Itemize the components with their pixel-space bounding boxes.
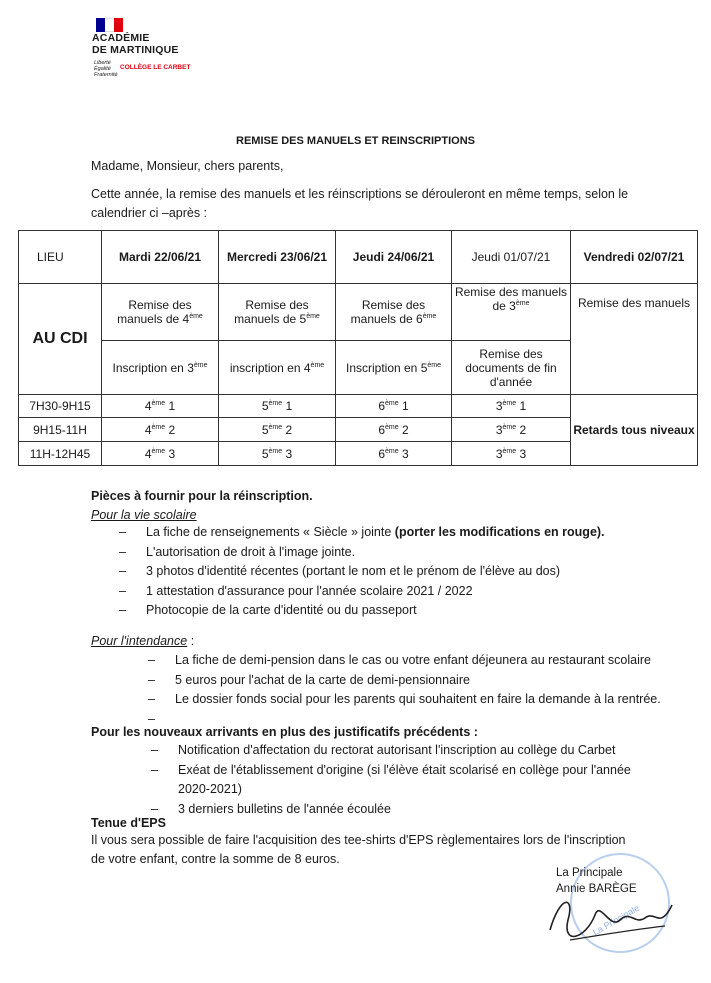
level: 6 xyxy=(378,399,386,413)
academy-logo xyxy=(92,18,191,78)
day-header: Jeudi 24/06/21 xyxy=(336,231,452,284)
item-text: 3 photos d'identité récentes (portant le nom et le prénom de l'élève au dos) xyxy=(146,564,561,578)
motto-line: Égalité xyxy=(94,66,111,72)
ordinal-suffix: ème xyxy=(151,423,166,431)
day-header: Vendredi 02/07/21 xyxy=(571,231,698,284)
vie-scolaire-heading: Pour la vie scolaire xyxy=(91,508,197,522)
ordinal-suffix: ème xyxy=(502,447,517,455)
inscription-cell xyxy=(102,341,219,395)
ordinal-suffix: ème xyxy=(189,313,203,320)
remise-text: Remise des manuels de 6 xyxy=(350,298,426,326)
group-cell xyxy=(336,442,452,466)
time-slot: 9H15-11H xyxy=(19,418,102,442)
ordinal-suffix: ème xyxy=(268,447,283,455)
group-number: 1 xyxy=(168,399,176,413)
group-cell xyxy=(219,418,336,442)
level: 3 xyxy=(495,422,503,437)
group-number: 3 xyxy=(519,446,527,461)
flag-white xyxy=(105,18,114,32)
item-text: Photocopie de la carte d'identité ou du passeport xyxy=(146,603,417,617)
inscription-cell xyxy=(219,341,336,395)
ordinal-suffix: ème xyxy=(422,313,437,320)
group-cell xyxy=(219,442,336,466)
remise-friday-cell: Remise des manuels xyxy=(571,284,698,395)
time-slot: 11H-12H45 xyxy=(19,442,102,466)
group-number: 1 xyxy=(401,399,409,413)
college-name: COLLÈGE LE CARBET xyxy=(120,64,191,71)
lieu-header: LIEU xyxy=(19,231,102,284)
colon: : xyxy=(187,634,195,648)
group-number: 2 xyxy=(168,422,176,437)
ordinal-suffix: ème xyxy=(151,447,166,455)
level: 4 xyxy=(144,399,152,413)
ordinal-suffix: ème xyxy=(502,423,517,431)
group-number: 1 xyxy=(519,399,527,413)
ordinal-suffix: ème xyxy=(306,313,320,320)
ordinal-suffix: ème xyxy=(385,447,399,455)
ordinal-suffix: ème xyxy=(268,400,283,407)
motto-line: Liberté xyxy=(94,60,111,66)
inscription-text: inscription en 4 xyxy=(229,360,311,375)
group-number: 2 xyxy=(519,422,527,437)
intendance-list xyxy=(175,651,661,729)
signatory-role: La Principale xyxy=(556,867,623,879)
ordinal-suffix: ème xyxy=(385,400,399,407)
ordinal-suffix: ème xyxy=(151,400,166,407)
eps-heading: Tenue d'EPS xyxy=(91,816,166,830)
list-item xyxy=(146,601,605,621)
slot-row xyxy=(19,395,698,418)
level: 6 xyxy=(378,446,386,461)
flag-red xyxy=(114,18,123,32)
place-cell: AU CDI xyxy=(19,284,102,395)
ordinal-suffix: ème xyxy=(310,361,325,369)
group-cell xyxy=(452,442,571,466)
remise-cell xyxy=(102,284,219,341)
ordinal-suffix: ème xyxy=(502,400,517,407)
group-cell xyxy=(219,395,336,418)
list-item: – La fiche de demi-pension dans le cas ou votre enfant déjeunera au restaurant scolaire xyxy=(175,651,661,671)
vie-scolaire-list xyxy=(146,523,605,621)
list-item: – 3 derniers bulletins de l'année écoulée xyxy=(178,800,638,820)
group-cell xyxy=(336,395,452,418)
item-bold-text: (porter les modifications en rouge). xyxy=(394,525,605,539)
level: 4 xyxy=(144,422,152,437)
ordinal-suffix: ème xyxy=(515,300,530,307)
group-number: 1 xyxy=(285,399,293,413)
greeting: Madame, Monsieur, chers parents, xyxy=(91,159,284,173)
marianne-flag-icon xyxy=(96,18,123,32)
docs-fin-cell: Remise des documents de fin d'année xyxy=(452,341,571,395)
group-cell xyxy=(102,442,219,466)
handwritten-signature-icon xyxy=(540,890,680,950)
list-item xyxy=(146,562,605,582)
stamp-text: La Principale xyxy=(590,902,642,938)
table-header-row xyxy=(19,231,698,284)
item-text: 1 attestation d'assurance pour l'année scolaire 2021 / 2022 xyxy=(146,583,473,598)
ordinal-suffix: ème xyxy=(268,423,283,431)
eps-text: Il vous sera possible de faire l'acquisition des tee-shirts d'EPS règlementaires lors de l'inscription de votre enfant, contre la somme de 8 euros. xyxy=(91,833,626,866)
list-item xyxy=(146,582,605,602)
list-item xyxy=(146,543,605,563)
inscription-text: Inscription en 3 xyxy=(112,360,194,375)
group-cell xyxy=(452,395,571,418)
signatory-name: Annie BARÈGE xyxy=(556,883,637,895)
intro-paragraph: Cette année, la remise des manuels et les réinscriptions se dérouleront en même temps, selon le calendrier ci –après : xyxy=(91,187,629,220)
group-number: 3 xyxy=(401,446,409,461)
intendance-title: Pour l'intendance xyxy=(91,634,188,648)
remise-cell xyxy=(336,284,452,341)
item-text: L'autorisation de droit à l'image jointe. xyxy=(146,544,356,559)
day-header: Mardi 22/06/21 xyxy=(102,231,219,284)
inscription-text: Inscription en 5 xyxy=(345,360,428,375)
item-text: La fiche de renseignements « Siècle » jointe xyxy=(146,525,395,539)
retards-cell: Retards tous niveaux xyxy=(571,395,698,466)
inscription-cell xyxy=(336,341,452,395)
group-cell xyxy=(102,395,219,418)
group-number: 3 xyxy=(285,446,293,461)
list-item: – 5 euros pour l'achat de la carte de demi-pensionnaire xyxy=(175,671,661,691)
list-item xyxy=(146,523,605,543)
motto-line: Fraternité xyxy=(94,72,118,78)
page-title: REMISE DES MANUELS ET REINSCRIPTIONS xyxy=(236,135,475,147)
list-item: – Exéat de l'établissement d'origine (si l'élève était scolarisé en collège pour l'année 2020-2021) xyxy=(178,761,638,800)
time-slot: 7H30-9H15 xyxy=(19,395,102,418)
level: 6 xyxy=(378,422,386,437)
remise-text: Remise des manuels de 4 xyxy=(117,298,192,326)
ordinal-suffix: ème xyxy=(193,361,208,369)
level: 4 xyxy=(144,446,152,461)
nouveaux-heading: Pour les nouveaux arrivants en plus des justificatifs précédents : xyxy=(91,725,478,739)
level: 5 xyxy=(261,399,269,413)
intendance-heading xyxy=(91,634,194,648)
group-number: 3 xyxy=(168,446,176,461)
ordinal-suffix: ème xyxy=(385,423,399,431)
day-header: Mercredi 23/06/21 xyxy=(219,231,336,284)
group-number: 2 xyxy=(285,422,293,437)
schedule-table xyxy=(18,230,698,466)
republic-motto xyxy=(94,60,118,78)
level: 5 xyxy=(261,422,269,437)
ordinal-suffix: ème xyxy=(427,361,441,369)
level: 3 xyxy=(495,399,503,413)
level: 3 xyxy=(495,446,503,461)
academy-line2: DE MARTINIQUE xyxy=(92,44,179,56)
flag-blue xyxy=(96,18,105,32)
remise-row xyxy=(19,284,698,341)
level: 5 xyxy=(261,446,269,461)
group-cell xyxy=(452,418,571,442)
list-item: – Le dossier fonds social pour les parents qui souhaitent en faire la demande à la rentrée. xyxy=(175,690,661,710)
remise-text: Remise des manuels de 3 xyxy=(454,285,568,313)
remise-cell xyxy=(219,284,336,341)
group-number: 2 xyxy=(401,422,409,437)
group-cell xyxy=(336,418,452,442)
day-header: Jeudi 01/07/21 xyxy=(452,231,571,284)
list-item: – Notification d'affectation du rectorat autorisant l'inscription au collège du Carbet xyxy=(178,741,638,761)
pieces-heading: Pièces à fournir pour la réinscription. xyxy=(91,489,313,503)
remise-text: Remise des manuels de 5 xyxy=(234,298,309,326)
nouveaux-list xyxy=(178,741,638,819)
group-cell xyxy=(102,418,219,442)
remise-cell xyxy=(452,284,571,341)
academy-line1: ACADÉMIE xyxy=(92,32,150,44)
